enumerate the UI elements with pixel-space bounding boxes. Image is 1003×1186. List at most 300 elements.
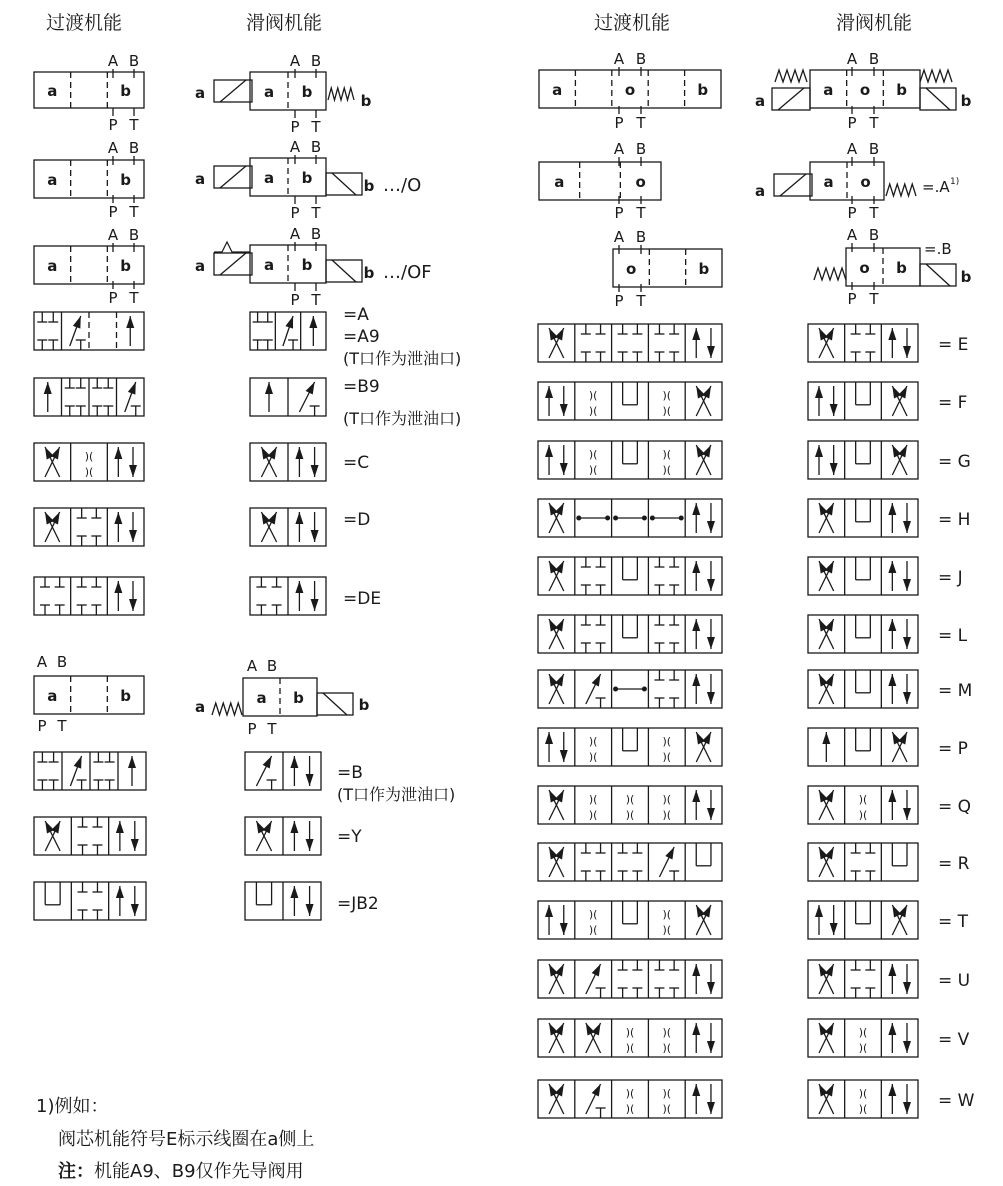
- left-spool-1-port-T: T: [311, 118, 321, 136]
- header-right-transition: 过渡机能: [594, 12, 671, 34]
- left-code-JB2: =JB2: [337, 894, 379, 914]
- left-g1-trans-sym-4: [34, 508, 144, 546]
- right-trans-sym-4-arrow-up-head: [692, 503, 700, 515]
- right-spool-sym-1-arrow-cross-head: [819, 328, 828, 341]
- left-code-B: =B: [337, 763, 363, 783]
- right-spool-3-spring-icon: [814, 268, 846, 280]
- right-spool-sym-12-arrow-cross-head: [825, 964, 834, 977]
- left-g1-trans-sym-5-arrow-up-head: [114, 581, 122, 593]
- right-spool-3-port-A: A: [846, 226, 858, 244]
- right-spool-sym-4-arrow-cross-head: [825, 503, 834, 516]
- left-spool-2-port-B: B: [310, 138, 322, 156]
- left-trans-1-pos-b: b: [120, 82, 132, 100]
- right-spool-2-code: =.A: [922, 178, 950, 196]
- left-g2-trans-sym-2-arrow-up-head: [116, 821, 124, 833]
- left-g2-spool-sol-b: b: [358, 696, 370, 714]
- right-spool-sym-13-arrow-cross-head: [819, 1023, 828, 1036]
- right-trans-sym-1-arrow-up-head: [692, 328, 700, 340]
- left-g2-trans-sym-2: [34, 817, 146, 855]
- left-trans-1-port-A: A: [107, 52, 119, 70]
- right-trans-sym-6-arrow-cross-head: [555, 619, 564, 632]
- right-spool-sym-2-arrow-cross-head: [892, 386, 901, 399]
- right-code-8: = P: [938, 739, 968, 759]
- left-spool-3-pos-b: b: [301, 256, 313, 274]
- right-spool-3-code: =.B: [924, 240, 952, 258]
- remark: [58, 1157, 304, 1183]
- right-trans-sym-3-orifice: )(: [588, 463, 598, 477]
- right-trans-sym-2-orifice: )(: [588, 404, 598, 418]
- right-spool-sym-4-arrow-down-head: [903, 521, 911, 533]
- left-spool-3-sol-b: b: [363, 264, 375, 282]
- right-trans-sym-11-arrow-down-head: [560, 923, 568, 935]
- left-spool-3-solenoid-a-slash: [220, 253, 246, 275]
- right-trans-sym-2-orifice: )(: [662, 404, 672, 418]
- left-spool-2-pos-b: b: [301, 169, 313, 187]
- right-trans-sym-13-orifice: )(: [625, 1026, 635, 1040]
- right-trans-sym-8-orifice: )(: [662, 735, 672, 749]
- right-trans-sym-14-orifice: )(: [625, 1087, 635, 1101]
- right-spool-1-spring-a-icon: [775, 70, 807, 82]
- right-trans-sym-4-arrow-cross-head: [549, 503, 558, 516]
- right-trans-sym-3-orifice: )(: [662, 448, 672, 462]
- header-right-spool: 滑阀机能: [836, 12, 913, 34]
- right-trans-sym-8-arrow-cross-head: [702, 732, 711, 745]
- right-trans-sym-14-arrow-diag-head: [592, 1084, 601, 1097]
- right-trans-sym-13-arrow-down-head: [707, 1041, 715, 1053]
- right-spool-sym-11-arrow-down-head: [830, 923, 838, 935]
- right-trans-sym-12: [538, 960, 722, 998]
- right-trans-sym-12-arrow-diag-head: [592, 964, 601, 977]
- right-code-14: = W: [938, 1091, 975, 1111]
- left-g1-spool-sym-3-arrow-cross-head: [268, 447, 277, 460]
- right-spool-sym-1-arrow-down-head: [903, 346, 911, 358]
- right-spool-1-sol-b: b: [960, 92, 972, 110]
- right-trans-sym-2-arrow-cross-head: [702, 386, 711, 399]
- left-trans-2-port-P: P: [108, 203, 118, 221]
- right-trans-sym-14-arrow-cross-head: [549, 1084, 558, 1097]
- left-g2-spool-sym-2-arrow-cross-head: [256, 821, 265, 834]
- right-spool-1-pos-o: o: [859, 81, 871, 99]
- left-g1-spool-sym-3-arrow-cross-head: [261, 447, 270, 460]
- right-code-3: = G: [938, 452, 971, 472]
- left-g2-spool-sol-a: a: [194, 698, 206, 716]
- left-spool-3-pos-a: a: [263, 256, 275, 274]
- right-trans-sym-1-arrow-down-head: [707, 346, 715, 358]
- left-g1-trans-sym-3-orifice: )(: [84, 450, 94, 464]
- right-spool-sym-12-arrow-cross-head: [819, 964, 828, 977]
- right-spool-1-port-A: A: [846, 50, 858, 68]
- right-spool-sym-3-arrow-up-head: [815, 445, 823, 457]
- right-spool-sym-1-arrow-up-head: [888, 328, 896, 340]
- footnote-title: 1)例如：: [36, 1096, 109, 1117]
- right-spool-sym-5-arrow-cross-head: [819, 561, 828, 574]
- right-trans-sym-11-arrow-cross-head: [696, 905, 705, 918]
- right-trans-sym-7-arrow-down-head: [707, 692, 715, 704]
- right-trans-sym-14-orifice: )(: [662, 1087, 672, 1101]
- right-spool-sym-4-arrow-cross-head: [819, 503, 828, 516]
- left-trans-3-port-A: A: [107, 226, 119, 244]
- right-spool-sym-3-arrow-cross-head: [898, 445, 907, 458]
- right-trans-sym-11: [538, 901, 722, 939]
- left-spool-1-spring-icon: [328, 88, 354, 100]
- left-spool-3-port-B: B: [310, 225, 322, 243]
- right-spool-sym-10-arrow-cross-head: [819, 847, 828, 860]
- right-spool-sym-11-arrow-up-head: [815, 905, 823, 917]
- right-spool-sym-6-arrow-cross-head: [825, 619, 834, 632]
- right-trans-sym-4-node: [642, 516, 647, 521]
- right-trans-sym-11-orifice: )(: [588, 908, 598, 922]
- left-g1-spool-sym-4-arrow-cross-head: [261, 512, 270, 525]
- right-trans-sym-9-orifice: )(: [588, 793, 598, 807]
- right-spool-2-port-P: P: [847, 204, 857, 222]
- right-trans-sym-8: [538, 728, 722, 766]
- left-spool-3-port-A: A: [289, 225, 301, 243]
- left-spool-3-suffix: …/OF: [383, 262, 432, 283]
- left-g2-trans-pos-a: a: [47, 687, 58, 705]
- left-spool-3-solenoid-b-slash: [332, 260, 356, 282]
- right-trans-sym-3-orifice: )(: [588, 448, 598, 462]
- right-trans-sym-9-arrow-cross-head: [549, 790, 558, 803]
- right-trans-sym-4-node: [605, 516, 610, 521]
- right-trans-sym-9-orifice: )(: [625, 808, 635, 822]
- right-trans-sym-9-orifice: )(: [662, 808, 672, 822]
- right-spool-sym-13-arrow-cross-head: [825, 1023, 834, 1036]
- left-g1-trans-sym-5-arrow-down-head: [129, 599, 137, 611]
- left-g2-spool-port-P: P: [247, 720, 257, 738]
- right-trans-3-port-B: B: [635, 228, 647, 246]
- right-spool-3-port-T: T: [869, 290, 879, 308]
- left-spool-1-sol-a: a: [194, 84, 206, 102]
- right-trans-sym-12-arrow-cross-head: [549, 964, 558, 977]
- left-trans-1-port-B: B: [128, 52, 140, 70]
- right-spool-sym-2-arrow-up-head: [815, 386, 823, 398]
- left-g2-trans-port-A: A: [36, 653, 48, 671]
- remark-label: 注：: [58, 1161, 94, 1182]
- left-g1-spool-sym-1-arrow-diag-head: [285, 316, 293, 329]
- left-g2-spool-sym-1-arrow-diag-head: [263, 756, 272, 769]
- right-trans-1-port-A: A: [613, 50, 625, 68]
- left-g1-trans-sym-1-arrow-diag-head: [73, 316, 81, 329]
- right-trans-sym-12-arrow-down-head: [707, 982, 715, 994]
- right-spool-3-pos-o: o: [859, 259, 870, 277]
- right-spool-sym-9-arrow-cross-head: [825, 790, 834, 803]
- left-spool-2-pos-a: a: [263, 169, 275, 187]
- right-spool-sym-8-arrow-up-head: [822, 732, 830, 744]
- left-g1-trans-sym-3-arrow-down-head: [129, 465, 137, 477]
- right-trans-sym-7-node: [613, 687, 618, 692]
- left-g2-spool-sym-2-arrow-cross-head: [263, 821, 272, 834]
- right-spool-sym-9-arrow-cross-head: [819, 790, 828, 803]
- right-trans-1-port-T: T: [636, 114, 646, 132]
- left-spool-2-port-P: P: [290, 204, 300, 222]
- left-g2-trans-pos-b: b: [120, 687, 132, 705]
- right-spool-sym-14-arrow-cross-head: [825, 1084, 834, 1097]
- right-spool-sym-8-arrow-cross-head: [892, 732, 901, 745]
- right-spool-sym-7-arrow-down-head: [903, 692, 911, 704]
- left-trans-2-pos-b: b: [120, 171, 132, 189]
- right-trans-sym-11-arrow-cross-head: [702, 905, 711, 918]
- right-trans-sym-4-arrow-down-head: [707, 521, 715, 533]
- right-spool-1-solenoid-a-slash: [778, 88, 804, 110]
- right-spool-3-port-B: B: [868, 226, 880, 244]
- right-spool-sym-6: [808, 615, 918, 653]
- right-trans-sym-3: [538, 441, 722, 479]
- right-trans-sym-9-orifice: )(: [588, 808, 598, 822]
- right-trans-sym-2-arrow-cross-head: [696, 386, 705, 399]
- right-spool-sym-8: [808, 728, 918, 766]
- right-trans-sym-11-orifice: )(: [588, 923, 598, 937]
- right-trans-sym-14-arrow-down-head: [707, 1102, 715, 1114]
- left-code-A: =A: [343, 305, 369, 325]
- right-trans-sym-6: [538, 615, 722, 653]
- left-g2-trans-port-B: B: [56, 653, 68, 671]
- right-spool-1-solenoid-b-slash: [926, 88, 950, 110]
- right-trans-sym-13-orifice: )(: [662, 1026, 672, 1040]
- left-g2-spool-port-T: T: [267, 720, 277, 738]
- left-code-D: =D: [343, 510, 371, 530]
- right-trans-sym-7-node: [642, 687, 647, 692]
- left-code-C: =C: [343, 453, 370, 473]
- right-spool-sym-6-arrow-down-head: [903, 637, 911, 649]
- right-spool-sym-12-arrow-up-head: [888, 964, 896, 976]
- right-trans-sym-2-orifice: )(: [588, 389, 598, 403]
- right-trans-sym-13-arrow-cross-head: [592, 1023, 601, 1036]
- right-trans-sym-4-node: [613, 516, 618, 521]
- left-spool-2-sol-b: b: [363, 177, 375, 195]
- left-g2-trans-sym-1-arrow-diag-head: [74, 756, 82, 769]
- right-trans-sym-11-orifice: )(: [662, 923, 672, 937]
- right-spool-sym-4-arrow-up-head: [888, 503, 896, 515]
- right-trans-sym-13-arrow-cross-head: [549, 1023, 558, 1036]
- right-trans-3-pos-o: o: [626, 260, 637, 278]
- left-g1-trans-sym-3-arrow-cross-head: [45, 447, 54, 460]
- right-spool-1-port-T: T: [869, 114, 879, 132]
- right-spool-sym-7: [808, 670, 918, 708]
- right-trans-sym-5-arrow-up-head: [692, 561, 700, 573]
- left-trans-3-port-T: T: [129, 289, 139, 307]
- right-spool-sym-13-arrow-down-head: [903, 1041, 911, 1053]
- right-code-13: = V: [938, 1030, 970, 1050]
- right-trans-sym-10-arrow-cross-head: [549, 847, 558, 860]
- right-spool-sym-7-arrow-up-head: [888, 674, 896, 686]
- left-trans-3-port-P: P: [108, 289, 118, 307]
- right-spool-sym-2: [808, 382, 918, 420]
- right-code-9: = Q: [938, 797, 972, 817]
- left-spool-1-port-A: A: [289, 52, 301, 70]
- right-spool-2-pos-a: a: [823, 173, 834, 191]
- right-spool-sym-11-arrow-cross-head: [892, 905, 901, 918]
- footnote-text: 阀芯机能符号E标示线圈在a侧上: [58, 1129, 315, 1150]
- left-g1-trans-sym-3-orifice: )(: [84, 465, 94, 479]
- right-spool-2-port-A: A: [846, 140, 858, 158]
- right-trans-sym-10-arrow-cross-head: [555, 847, 564, 860]
- right-spool-sym-11-arrow-cross-head: [898, 905, 907, 918]
- right-trans-sym-6-arrow-down-head: [707, 637, 715, 649]
- right-code-2: = F: [938, 393, 968, 413]
- right-trans-sym-8-arrow-down-head: [560, 750, 568, 762]
- right-trans-2-port-B: B: [635, 140, 647, 158]
- header-left-spool: 滑阀机能: [246, 12, 323, 34]
- right-spool-1-port-P: P: [847, 114, 857, 132]
- left-code-B9-note: (T口作为泄油口): [343, 409, 462, 428]
- right-trans-sym-2-arrow-up-head: [545, 386, 553, 398]
- right-trans-1-port-B: B: [635, 50, 647, 68]
- right-trans-1-pos-a: a: [552, 81, 563, 99]
- left-trans-2-pos-a: a: [47, 171, 58, 189]
- left-g1-spool-sym-5-arrow-up-head: [295, 581, 303, 593]
- right-spool-2-sol-a: a: [754, 182, 766, 200]
- left-spool-3-detent-icon: [214, 242, 250, 252]
- right-spool-3-port-P: P: [847, 290, 857, 308]
- right-trans-3-port-A: A: [613, 228, 625, 246]
- right-spool-sym-14-arrow-down-head: [903, 1102, 911, 1114]
- left-g1-spool-sym-5-arrow-down-head: [311, 599, 319, 611]
- left-spool-2-port-A: A: [289, 138, 301, 156]
- right-spool-sym-5-arrow-cross-head: [825, 561, 834, 574]
- right-trans-sym-14-arrow-up-head: [692, 1084, 700, 1096]
- right-trans-sym-2-arrow-down-head: [560, 404, 568, 416]
- left-g2-trans-sym-3-arrow-up-head: [116, 886, 124, 898]
- right-spool-sym-9-arrow-down-head: [903, 808, 911, 820]
- right-spool-sym-14-arrow-cross-head: [819, 1084, 828, 1097]
- right-code-1: = E: [938, 335, 969, 355]
- right-spool-sym-14-orifice: )(: [858, 1102, 868, 1116]
- right-spool-sym-9-orifice: )(: [858, 793, 868, 807]
- left-spool-2-port-T: T: [311, 204, 321, 222]
- right-trans-sym-14-arrow-cross-head: [555, 1084, 564, 1097]
- right-trans-sym-3-arrow-cross-head: [702, 445, 711, 458]
- left-g2-trans-port-T: T: [57, 717, 67, 735]
- right-trans-sym-10: [538, 843, 722, 881]
- right-spool-1-spring-b-icon: [920, 70, 952, 82]
- right-trans-sym-8-orifice: )(: [662, 750, 672, 764]
- left-g2-spool-sym-2-arrow-up-head: [290, 821, 298, 833]
- right-code-4: = H: [938, 510, 971, 530]
- right-spool-sym-14-arrow-up-head: [888, 1084, 896, 1096]
- right-spool-sym-9-arrow-up-head: [888, 790, 896, 802]
- left-g1-spool-sym-4-arrow-down-head: [311, 530, 319, 542]
- right-trans-sym-4-node: [679, 516, 684, 521]
- right-spool-3-pos-b: b: [896, 259, 907, 277]
- right-trans-3-pos-b: b: [698, 260, 710, 278]
- left-g1-spool-sym-3-arrow-down-head: [311, 465, 319, 477]
- right-trans-3-port-T: T: [636, 292, 646, 310]
- left-trans-2-port-T: T: [129, 203, 139, 221]
- left-g1-trans-sym-2-arrow-up-head: [44, 382, 52, 394]
- right-code-6: = L: [938, 626, 968, 646]
- right-trans-sym-13-arrow-up-head: [692, 1023, 700, 1035]
- right-trans-1-pos-b: b: [697, 81, 709, 99]
- right-spool-1-pos-b: b: [896, 81, 908, 99]
- left-g2-trans-sym-1-arrow-up-head: [128, 756, 136, 768]
- right-spool-sym-3-arrow-down-head: [830, 463, 838, 475]
- right-spool-sym-5-arrow-up-head: [888, 561, 896, 573]
- right-trans-1-port-P: P: [614, 114, 624, 132]
- header-left-transition: 过渡机能: [46, 12, 123, 34]
- right-trans-sym-12-arrow-up-head: [692, 964, 700, 976]
- right-trans-sym-13-arrow-cross-head: [555, 1023, 564, 1036]
- left-g2-spool-spring-icon: [212, 703, 242, 715]
- left-spool-1-solenoid-a-slash: [220, 80, 246, 102]
- right-trans-sym-4-node: [576, 516, 581, 521]
- left-spool-1-port-P: P: [290, 118, 300, 136]
- right-code-10: = R: [938, 854, 970, 874]
- left-g1-spool-sym-2-arrow-up-head: [265, 382, 273, 394]
- right-trans-sym-7-arrow-up-head: [692, 674, 700, 686]
- right-spool-sym-10-arrow-cross-head: [825, 847, 834, 860]
- right-spool-2-footnote-mark: 1): [950, 177, 960, 187]
- right-spool-1-sol-a: a: [754, 92, 766, 110]
- left-code-B-note: (T口作为泄油口): [337, 785, 456, 804]
- left-trans-1-port-P: P: [108, 116, 118, 134]
- left-spool-2-suffix: …/O: [383, 175, 422, 196]
- right-trans-sym-9-orifice: )(: [662, 793, 672, 807]
- right-spool-sym-1: [808, 324, 918, 362]
- right-trans-sym-5: [538, 557, 722, 595]
- left-g1-spool-sym-4-arrow-cross-head: [268, 512, 277, 525]
- left-g2-spool-port-A: A: [246, 657, 258, 675]
- right-trans-sym-5-arrow-cross-head: [549, 561, 558, 574]
- right-trans-sym-9-arrow-up-head: [692, 790, 700, 802]
- right-spool-sym-10: [808, 843, 918, 881]
- left-code-A9-note: (T口作为泄油口): [343, 349, 462, 368]
- right-trans-sym-2: [538, 382, 722, 420]
- right-trans-2-pos-a: a: [554, 173, 565, 191]
- right-spool-3-solenoid-b-slash: [926, 264, 950, 286]
- left-g2-trans-port-P: P: [37, 717, 47, 735]
- right-spool-sym-7-arrow-cross-head: [825, 674, 834, 687]
- left-g2-trans-sym-2-arrow-down-head: [131, 839, 139, 851]
- right-trans-sym-9-arrow-cross-head: [555, 790, 564, 803]
- right-spool-sym-6-arrow-up-head: [888, 619, 896, 631]
- right-trans-sym-6-arrow-cross-head: [549, 619, 558, 632]
- right-trans-sym-14-orifice: )(: [625, 1102, 635, 1116]
- right-spool-sym-4: [808, 499, 918, 537]
- left-g2-spool-sym-1-arrow-down-head: [306, 774, 314, 786]
- left-g1-spool-sym-1-arrow-up-head: [309, 316, 317, 328]
- right-spool-sym-7-arrow-cross-head: [819, 674, 828, 687]
- right-code-7: = M: [938, 681, 973, 701]
- right-spool-2-port-T: T: [869, 204, 879, 222]
- left-g1-trans-sym-3-arrow-up-head: [114, 447, 122, 459]
- left-trans-3-port-B: B: [128, 226, 140, 244]
- left-g2-spool-solenoid-b-slash: [323, 693, 347, 715]
- right-trans-sym-9-orifice: )(: [625, 793, 635, 807]
- left-g1-trans-sym-4-arrow-up-head: [114, 512, 122, 524]
- left-spool-1-port-B: B: [310, 52, 322, 70]
- right-trans-sym-9-arrow-down-head: [707, 808, 715, 820]
- right-code-12: = U: [938, 971, 971, 991]
- right-trans-sym-7-arrow-cross-head: [549, 674, 558, 687]
- right-spool-1-pos-a: a: [823, 81, 834, 99]
- right-trans-sym-4-node: [650, 516, 655, 521]
- right-spool-sym-11: [808, 901, 918, 939]
- right-spool-sym-1-arrow-cross-head: [825, 328, 834, 341]
- right-spool-sym-9-orifice: )(: [858, 808, 868, 822]
- left-code-A9: =A9: [343, 327, 380, 347]
- remark-text: 机能A9、B9仅作先导阀用: [94, 1161, 304, 1182]
- right-trans-sym-14-orifice: )(: [662, 1102, 672, 1116]
- left-spool-2-solenoid-b-slash: [332, 173, 356, 195]
- left-trans-3-pos-a: a: [47, 257, 58, 275]
- left-trans-1-pos-a: a: [47, 82, 58, 100]
- left-g1-trans-sym-4-arrow-down-head: [129, 530, 137, 542]
- left-spool-1-pos-b: b: [301, 83, 313, 101]
- right-spool-sym-3: [808, 441, 918, 479]
- right-trans-sym-13-arrow-cross-head: [586, 1023, 595, 1036]
- left-trans-2-port-A: A: [107, 139, 119, 157]
- right-trans-sym-8-arrow-up-head: [545, 732, 553, 744]
